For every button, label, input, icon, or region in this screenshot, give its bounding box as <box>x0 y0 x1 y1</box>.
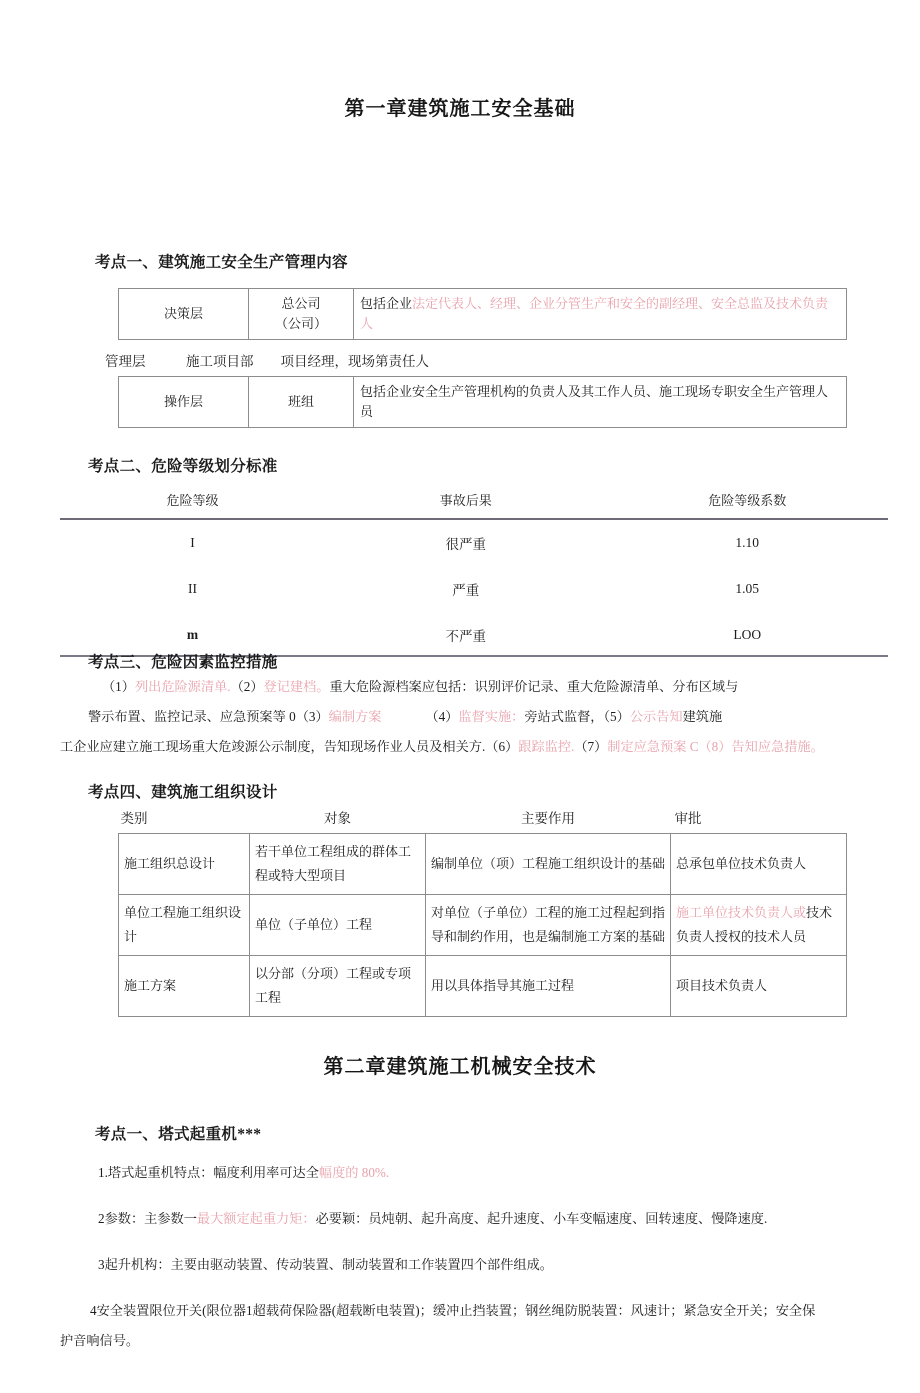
chapter-2-title: 第二章建筑施工机械安全技术 <box>323 1056 597 1078</box>
cell-coefficient: 1.05 <box>735 581 760 596</box>
table-row <box>119 895 847 956</box>
s3-l1-e: 重大危险源档案应包括：识别评价记录、重大危险源清单、分布区域与 <box>329 679 739 694</box>
p1-black: 1.塔式起重机特点：幅度利用率可达全 <box>98 1165 319 1180</box>
cell-category: 单位工程施工组织设计 <box>119 895 250 956</box>
cell-consequence: 很严重 <box>445 537 486 552</box>
s3-l2-b: 编制方案 <box>328 709 382 724</box>
cell-object: 单位（子单位）工程 <box>250 895 426 956</box>
chapter2-section-1-heading: 考点一、塔式起重机*** <box>95 1126 262 1143</box>
s3-l1-a: （1） <box>102 679 135 694</box>
cell-coefficient: 1.10 <box>735 535 760 550</box>
table-row <box>119 833 847 894</box>
cell-content <box>354 289 847 340</box>
cell-grade: II <box>187 581 197 596</box>
construction-org-design-table-wrapper <box>118 804 846 1017</box>
section-3-body <box>60 672 892 762</box>
s3-l3-a: 工企业应建立施工现场重大危竣源公示制度，告知现场作业人员及相关方.（6） <box>60 739 519 754</box>
cell-role: 编制单位（项）工程施工组织设计的基础 <box>426 833 671 894</box>
cell-org: 班组 <box>249 377 354 428</box>
s3-l3-d: 制定应急预案 C（8）告知应急措施。 <box>607 739 824 754</box>
chapter2-paragraph-2 <box>60 1204 896 1234</box>
cell-approval <box>671 956 847 1017</box>
org-line-1: 总公司 <box>281 296 321 311</box>
table-header-row <box>119 804 847 833</box>
cell-approval <box>671 833 847 894</box>
cell-coefficient: LOO <box>733 627 762 642</box>
column-header-category: 类别 <box>119 804 250 833</box>
s3-l1-d: 登记建档。 <box>263 679 330 694</box>
s3-l2-a: 警示布置、监控记录、应急预案等 0（3） <box>88 709 329 724</box>
content-black: 包括企业 <box>360 296 413 311</box>
p2-black-a: 2参数：主参数一 <box>98 1211 197 1226</box>
section-4-heading: 考点四、建筑施工组织设计 <box>88 784 278 801</box>
approval-black: 总承包单位技术负责人 <box>676 855 807 871</box>
approval-red: 施工单位技术负责人或 <box>676 905 807 921</box>
cell-org <box>249 289 354 340</box>
cell-category: 施工方案 <box>119 956 250 1017</box>
column-header-object: 对象 <box>250 804 426 833</box>
chapter2-paragraph-4-line-2: 护音响信号。 <box>60 1333 140 1348</box>
chapter2-paragraph-1 <box>60 1158 896 1188</box>
construction-org-design-table <box>118 804 847 1017</box>
table-row <box>60 519 888 566</box>
section-3-line-2 <box>60 702 892 732</box>
risk-grade-table-wrapper <box>60 490 888 657</box>
cell-role: 用以具体指导其施工过程 <box>426 956 671 1017</box>
cell-category: 施工组织总设计 <box>119 833 250 894</box>
column-header-role: 主要作用 <box>426 804 671 833</box>
content-red: 法定代表人、经理、企业分管生产和安全的副经理、安全总监及技术负责人 <box>360 296 829 332</box>
cell-content: 包括企业安全生产管理机构的负责人及其工作人员、施工现场专职安全生产管理人员 <box>354 377 847 428</box>
s3-l3-c: （7） <box>574 739 608 754</box>
risk-grade-table <box>60 490 888 657</box>
s3-l2-d: 监督实施： <box>458 709 525 724</box>
management-levels-table-bottom <box>118 376 847 428</box>
cell-grade: m <box>186 627 199 642</box>
s3-l1-b: 列出危险源清单. <box>134 679 231 694</box>
s3-l1-c: （2） <box>230 679 264 694</box>
column-header-grade: 危险等级 <box>166 493 219 508</box>
table-header-row <box>60 490 888 519</box>
section-3-heading: 考点三、危险因素监控措施 <box>88 654 278 671</box>
document-page <box>0 92 920 1393</box>
s3-l2-c: （4） <box>425 709 459 724</box>
table-row <box>119 956 847 1017</box>
cell-approval <box>671 895 847 956</box>
table-row <box>119 289 847 340</box>
management-level-row: 管理层 施工项目部 项目经理，现场第责任人 <box>105 354 429 369</box>
chapter-2-body <box>60 1122 896 1356</box>
cell-object: 以分部（分项）工程或专项工程 <box>250 956 426 1017</box>
s3-l3-b: 跟踪监控. <box>518 739 575 754</box>
section-2-heading: 考点二、危险等级划分标准 <box>88 458 278 475</box>
cell-object: 若干单位工程组成的群体工程或特大型项目 <box>250 833 426 894</box>
cell-role: 对单位（子单位）工程的施工过程起到指导和制约作用，也是编制施工方案的基础 <box>426 895 671 956</box>
approval-black: 项目技术负责人 <box>676 978 768 994</box>
section-1-heading: 考点一、建筑施工安全生产管理内容 <box>95 254 348 271</box>
p2-red: 最大额定起重力矩： <box>196 1211 316 1226</box>
cell-grade: I <box>190 535 195 550</box>
chapter-1-title: 第一章建筑施工安全基础 <box>344 98 576 120</box>
s3-l2-e: 旁站式监督，（5） <box>524 709 630 724</box>
p1-red: 幅度的 80%. <box>318 1165 390 1180</box>
approval-black: 技术负责人授权的技术人员 <box>676 905 833 945</box>
chapter2-paragraph-3: 3起升机构：主要由驱动装置、传动装置、制动装置和工作装置四个部件组成。 <box>98 1257 553 1272</box>
section-3-line-1 <box>60 672 892 702</box>
s3-l2-g: 建筑施 <box>682 709 723 724</box>
cell-consequence: 不严重 <box>445 629 486 644</box>
org-line-2: （公司） <box>274 316 327 332</box>
chapter2-paragraph-4-line-1: 4安全装置限位开关(限位器1超载荷保险器(超载断电装置)；缓冲止挡装置；钢丝绳防脱装置：风速计；紧急安全开关；安全保 <box>90 1303 816 1318</box>
table-row <box>60 566 888 612</box>
table-row <box>119 377 847 428</box>
column-header-consequence: 事故后果 <box>439 493 492 508</box>
cell-level: 操作层 <box>119 377 249 428</box>
cell-level: 决策层 <box>119 289 249 340</box>
column-header-coefficient: 危险等级系数 <box>708 493 787 508</box>
p2-black-c: 必要颖：员炖朝、起升高度、起升速度、小车变幅速度、回转速度、慢降速度. <box>315 1211 768 1226</box>
section-3-line-3 <box>60 732 892 762</box>
column-header-approval: 审批 <box>671 804 847 833</box>
management-levels-table-top <box>118 288 847 340</box>
cell-consequence: 严重 <box>452 583 480 598</box>
s3-l2-f: 公示告知 <box>629 709 683 724</box>
